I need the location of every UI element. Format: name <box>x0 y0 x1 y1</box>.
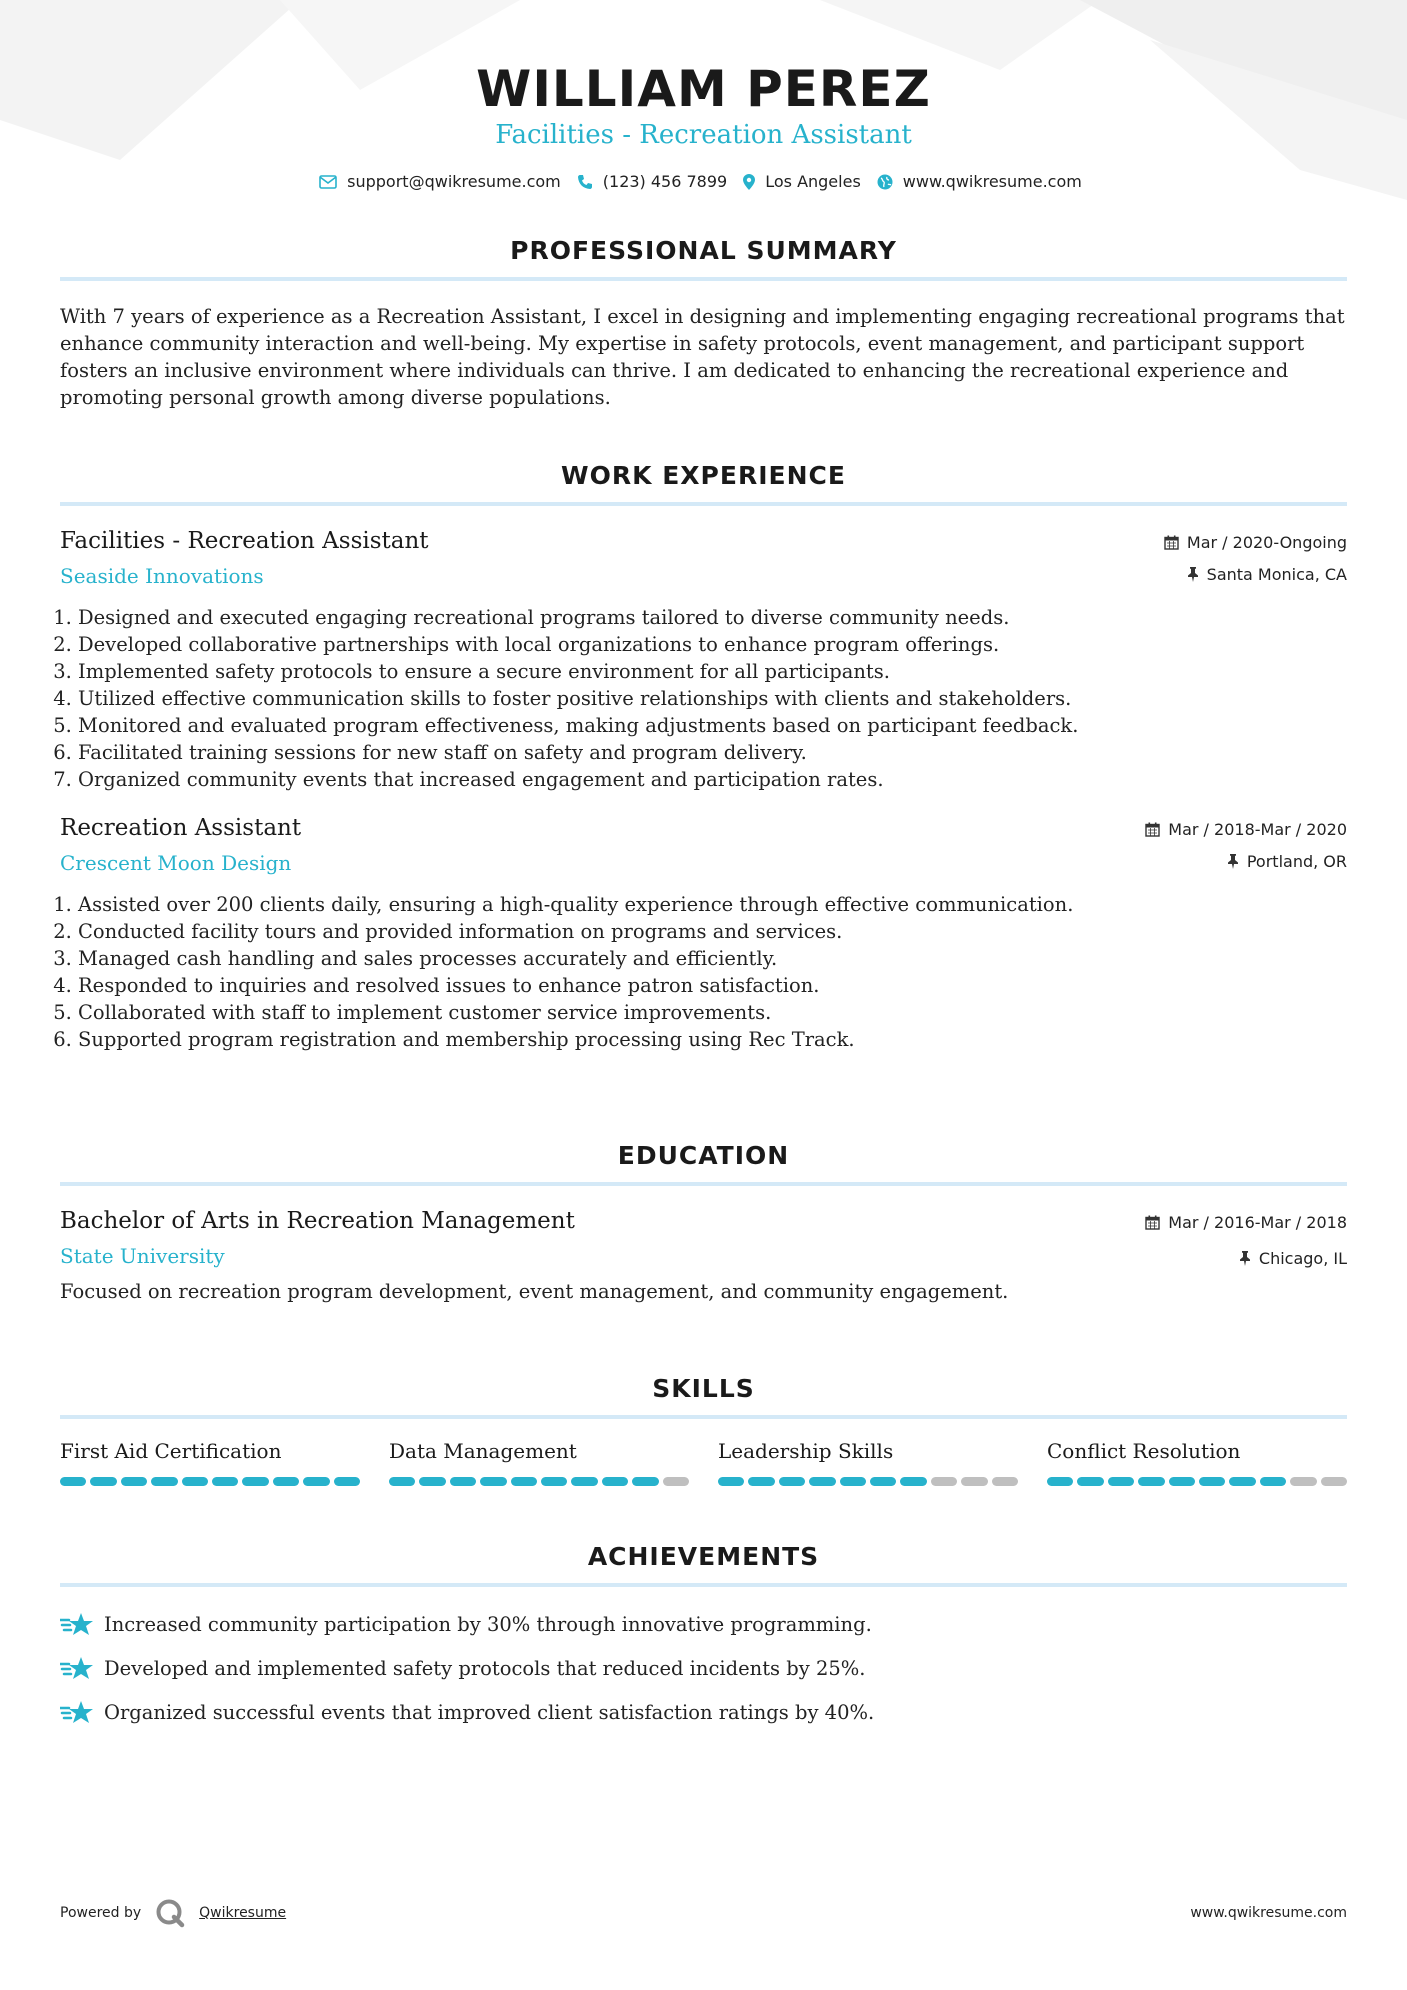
calendar-icon <box>1164 535 1179 550</box>
skill-name: Conflict Resolution <box>1047 1439 1241 1463</box>
globe-icon <box>877 174 893 190</box>
job-location <box>1145 851 1347 871</box>
skill-segment-filled <box>870 1477 896 1486</box>
star-icon <box>60 1654 94 1682</box>
achievements-section <box>60 1542 1347 1727</box>
achievement-item <box>60 1697 1347 1727</box>
skill-item <box>1047 1439 1347 1486</box>
list-item: 6. Supported program registration and membership processing using Rec Track. <box>78 1026 1347 1053</box>
skill-segment-empty <box>663 1477 689 1486</box>
skill-segment-filled <box>212 1477 238 1486</box>
skill-segment-filled <box>748 1477 774 1486</box>
summary-section <box>60 236 1347 411</box>
job-entry <box>60 528 1347 793</box>
achievement-text: Organized successful events that improved client satisfaction ratings by 40%. <box>104 1700 875 1724</box>
skills-list <box>60 1439 1347 1486</box>
email-text: support@qwikresume.com <box>347 172 561 191</box>
skill-segment-filled <box>389 1477 415 1486</box>
skill-level-bar <box>389 1477 689 1486</box>
skill-segment-filled <box>632 1477 658 1486</box>
education-entry <box>60 1208 1347 1303</box>
experience-heading: WORK EXPERIENCE <box>60 461 1347 506</box>
skill-segment-filled <box>809 1477 835 1486</box>
location-text: Los Angeles <box>765 172 861 191</box>
skill-segment-filled <box>1229 1477 1255 1486</box>
skill-segment-filled <box>60 1477 86 1486</box>
powered-by-label: Powered by <box>60 1905 142 1921</box>
skill-segment-filled <box>840 1477 866 1486</box>
list-item: 4. Utilized effective communication skills to foster positive relationships with clients and stakeholders. <box>78 685 1347 712</box>
skill-segment-filled <box>90 1477 116 1486</box>
education-dates-text: Mar / 2016-Mar / 2018 <box>1168 1212 1347 1232</box>
job-dates <box>1164 532 1347 552</box>
skill-segment-filled <box>718 1477 744 1486</box>
list-item: 6. Facilitated training sessions for new staff on safety and program delivery. <box>78 739 1347 766</box>
job-company: Crescent Moon Design <box>60 851 292 875</box>
list-item: 5. Collaborated with staff to implement customer service improvements. <box>78 999 1347 1026</box>
degree-title: Bachelor of Arts in Recreation Management <box>60 1208 575 1234</box>
achievement-item <box>60 1653 1347 1683</box>
skill-level-bar <box>718 1477 1018 1486</box>
skills-section <box>60 1374 1347 1486</box>
phone-icon <box>577 174 593 190</box>
skill-segment-filled <box>480 1477 506 1486</box>
footer-powered <box>60 1898 286 1928</box>
summary-text: With 7 years of experience as a Recreation Assistant, I excel in designing and implementing engaging recreational programs that enhance community interaction and well-being. My expertise in safety protocols, event management, and participant support fosters an inclusive environment where individuals can thrive. I am dedicated to enhancing the recreational experience and promoting personal growth among diverse populations. <box>60 305 1345 409</box>
skill-segment-filled <box>450 1477 476 1486</box>
job-meta <box>1145 819 1347 871</box>
skill-segment-filled <box>182 1477 208 1486</box>
list-item: 2. Developed collaborative partnerships with local organizations to enhance program offerings. <box>78 631 1347 658</box>
education-meta <box>1145 1212 1347 1268</box>
job-dates <box>1145 819 1347 839</box>
skill-segment-filled <box>541 1477 567 1486</box>
education-section <box>60 1141 1347 1303</box>
skill-segment-filled <box>1047 1477 1073 1486</box>
school-name: State University <box>60 1244 225 1268</box>
skill-segment-empty <box>961 1477 987 1486</box>
skill-segment-filled <box>1138 1477 1164 1486</box>
skill-segment-filled <box>121 1477 147 1486</box>
job-dates-text: Mar / 2018-Mar / 2020 <box>1168 819 1347 839</box>
job-meta <box>1164 532 1347 584</box>
skill-segment-empty <box>1321 1477 1347 1486</box>
job-dates-text: Mar / 2020-Ongoing <box>1186 532 1347 552</box>
skill-name: Data Management <box>389 1439 577 1463</box>
calendar-icon <box>1145 822 1160 837</box>
education-location <box>1145 1248 1347 1268</box>
calendar-icon <box>1145 1215 1160 1230</box>
list-item: 1. Designed and executed engaging recreational programs tailored to diverse community needs. <box>78 604 1347 631</box>
skill-segment-filled <box>1199 1477 1225 1486</box>
skill-segment-filled <box>571 1477 597 1486</box>
skill-name: Leadership Skills <box>718 1439 894 1463</box>
footer <box>60 1898 1347 1928</box>
contact-website[interactable] <box>877 172 1082 191</box>
skill-segment-filled <box>419 1477 445 1486</box>
job-bullets <box>60 891 1347 1053</box>
job-entry <box>60 815 1347 1053</box>
list-item: 5. Monitored and evaluated program effectiveness, making adjustments based on participant feedback. <box>78 712 1347 739</box>
envelope-icon <box>319 175 337 189</box>
skill-segment-empty <box>992 1477 1018 1486</box>
qwikresume-logo-icon <box>155 1898 185 1928</box>
achievements-list <box>60 1609 1347 1727</box>
skill-segment-filled <box>1169 1477 1195 1486</box>
list-item: 1. Assisted over 200 clients daily, ensuring a high-quality experience through effective communication. <box>78 891 1347 918</box>
job-location-text: Portland, OR <box>1246 851 1347 871</box>
contact-email[interactable] <box>319 172 561 191</box>
skill-segment-filled <box>334 1477 360 1486</box>
skill-name: First Aid Certification <box>60 1439 282 1463</box>
phone-text: (123) 456 7899 <box>602 172 728 191</box>
education-description: Focused on recreation program development, event management, and community engagement. <box>60 1280 1009 1303</box>
website-text: www.qwikresume.com <box>902 172 1082 191</box>
pushpin-icon <box>1239 1251 1251 1266</box>
candidate-name: WILLIAM PEREZ <box>476 60 931 118</box>
skill-item <box>718 1439 1018 1486</box>
pushpin-icon <box>1227 854 1239 869</box>
achievement-item <box>60 1609 1347 1639</box>
skill-segment-filled <box>602 1477 628 1486</box>
list-item: 4. Responded to inquiries and resolved issues to enhance patron satisfaction. <box>78 972 1347 999</box>
list-item: 3. Managed cash handling and sales processes accurately and efficiently. <box>78 945 1347 972</box>
skill-segment-filled <box>511 1477 537 1486</box>
job-location <box>1164 564 1347 584</box>
job-title: Recreation Assistant <box>60 815 302 841</box>
job-location-text: Santa Monica, CA <box>1206 564 1347 584</box>
education-location-text: Chicago, IL <box>1258 1248 1347 1268</box>
list-item: 2. Conducted facility tours and provided information on programs and services. <box>78 918 1347 945</box>
skill-segment-filled <box>151 1477 177 1486</box>
brand-link[interactable]: Qwikresume <box>199 1905 287 1921</box>
skill-segment-filled <box>1108 1477 1134 1486</box>
contact-phone[interactable] <box>577 172 727 191</box>
skill-level-bar <box>1047 1477 1347 1486</box>
job-title: Facilities - Recreation Assistant <box>60 528 429 554</box>
skills-heading: SKILLS <box>60 1374 1347 1419</box>
skill-segment-empty <box>1290 1477 1316 1486</box>
skill-item <box>60 1439 360 1486</box>
skill-segment-empty <box>931 1477 957 1486</box>
summary-heading: PROFESSIONAL SUMMARY <box>60 236 1347 281</box>
job-company: Seaside Innovations <box>60 564 264 588</box>
achievement-text: Developed and implemented safety protocols that reduced incidents by 25%. <box>104 1656 866 1680</box>
list-item: 7. Organized community events that increased engagement and participation rates. <box>78 766 1347 793</box>
skill-segment-filled <box>1077 1477 1103 1486</box>
skill-segment-filled <box>1260 1477 1286 1486</box>
skill-item <box>389 1439 689 1486</box>
education-dates <box>1145 1212 1347 1232</box>
skill-segment-filled <box>779 1477 805 1486</box>
job-bullets <box>60 604 1347 793</box>
list-item: 3. Implemented safety protocols to ensure a secure environment for all participants. <box>78 658 1347 685</box>
footer-website[interactable]: www.qwikresume.com <box>1190 1905 1347 1921</box>
star-icon <box>60 1610 94 1638</box>
contact-location <box>743 172 861 191</box>
pushpin-icon <box>1187 567 1199 582</box>
candidate-role: Facilities - Recreation Assistant <box>495 120 912 150</box>
education-heading: EDUCATION <box>60 1141 1347 1186</box>
skill-segment-filled <box>303 1477 329 1486</box>
skill-level-bar <box>60 1477 360 1486</box>
achievements-heading: ACHIEVEMENTS <box>60 1542 1347 1587</box>
contact-bar <box>0 172 1407 191</box>
map-pin-icon <box>743 174 755 190</box>
skill-segment-filled <box>900 1477 926 1486</box>
experience-section <box>60 461 1347 1053</box>
star-icon <box>60 1698 94 1726</box>
skill-segment-filled <box>273 1477 299 1486</box>
skill-segment-filled <box>242 1477 268 1486</box>
achievement-text: Increased community participation by 30% through innovative programming. <box>104 1612 872 1636</box>
